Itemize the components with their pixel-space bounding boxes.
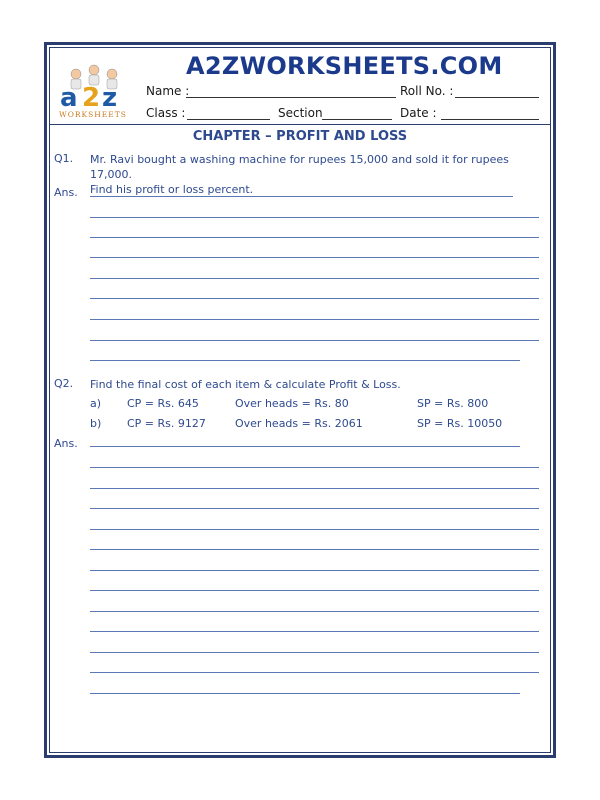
date-field[interactable] (441, 119, 539, 120)
answer-line[interactable] (90, 467, 539, 468)
a2z-logo (56, 64, 136, 120)
answer-line[interactable] (90, 298, 539, 299)
item-b-overheads: Over heads = Rs. 2061 (235, 417, 363, 430)
answer-line[interactable] (90, 237, 539, 238)
answer-line[interactable] (90, 590, 539, 591)
section-label: Section (278, 106, 323, 120)
item-a-cp: CP = Rs. 645 (127, 397, 199, 410)
class-label: Class : (146, 106, 186, 120)
item-b-label: b) (90, 417, 102, 430)
item-a-label: a) (90, 397, 102, 410)
answer-line[interactable] (90, 340, 539, 341)
item-b-cp: CP = Rs. 9127 (127, 417, 206, 430)
item-a-sp: SP = Rs. 800 (417, 397, 489, 410)
section-field[interactable] (322, 119, 392, 120)
answer-line[interactable] (90, 672, 539, 673)
answer-line[interactable] (90, 319, 539, 320)
name-field[interactable] (186, 97, 396, 98)
answer-line[interactable] (90, 570, 539, 571)
answer-line[interactable] (90, 508, 539, 509)
class-field[interactable] (187, 119, 270, 120)
question-1-number: Q1. (54, 152, 74, 165)
question-1-line-2: Find his profit or loss percent. (90, 183, 254, 196)
name-label: Name : (146, 84, 190, 98)
answer-line[interactable] (90, 360, 520, 361)
answer-line[interactable] (90, 217, 539, 218)
header-divider (49, 124, 551, 125)
logo-letter-z: z (102, 83, 118, 113)
answer-line[interactable] (90, 257, 539, 258)
item-b-sp: SP = Rs. 10050 (417, 417, 503, 430)
question-2-text: Find the final cost of each item & calculate Profit & Loss. (90, 378, 401, 391)
answer-line[interactable] (90, 549, 539, 550)
answer-line[interactable] (90, 488, 539, 489)
question-1-text (90, 152, 550, 197)
logo-subtext: WORKSHEETS (59, 110, 127, 119)
question-1-answer-label: Ans. (54, 186, 78, 199)
logo-letter-a: a (60, 83, 78, 113)
site-title: A2ZWORKSHEETS.COM (186, 52, 503, 80)
answer-line[interactable] (90, 611, 539, 612)
roll-number-field[interactable] (455, 97, 539, 98)
answer-line[interactable] (90, 529, 539, 530)
answer-line[interactable] (90, 446, 520, 447)
item-a-overheads: Over heads = Rs. 80 (235, 397, 349, 410)
answer-line[interactable] (90, 278, 539, 279)
date-label: Date : (400, 106, 437, 120)
answer-line[interactable] (90, 693, 520, 694)
roll-number-label: Roll No. : (400, 84, 454, 98)
answer-line[interactable] (90, 652, 539, 653)
logo-letter-2: 2 (82, 83, 101, 113)
question-2-number: Q2. (54, 377, 74, 390)
answer-line[interactable] (90, 196, 513, 197)
answer-line[interactable] (90, 631, 539, 632)
question-2-answer-label: Ans. (54, 437, 78, 450)
chapter-title: CHAPTER – PROFIT AND LOSS (192, 129, 408, 144)
question-1-line-1: Mr. Ravi bought a washing machine for rupees 15,000 and sold it for rupees 17,000. (90, 153, 509, 181)
